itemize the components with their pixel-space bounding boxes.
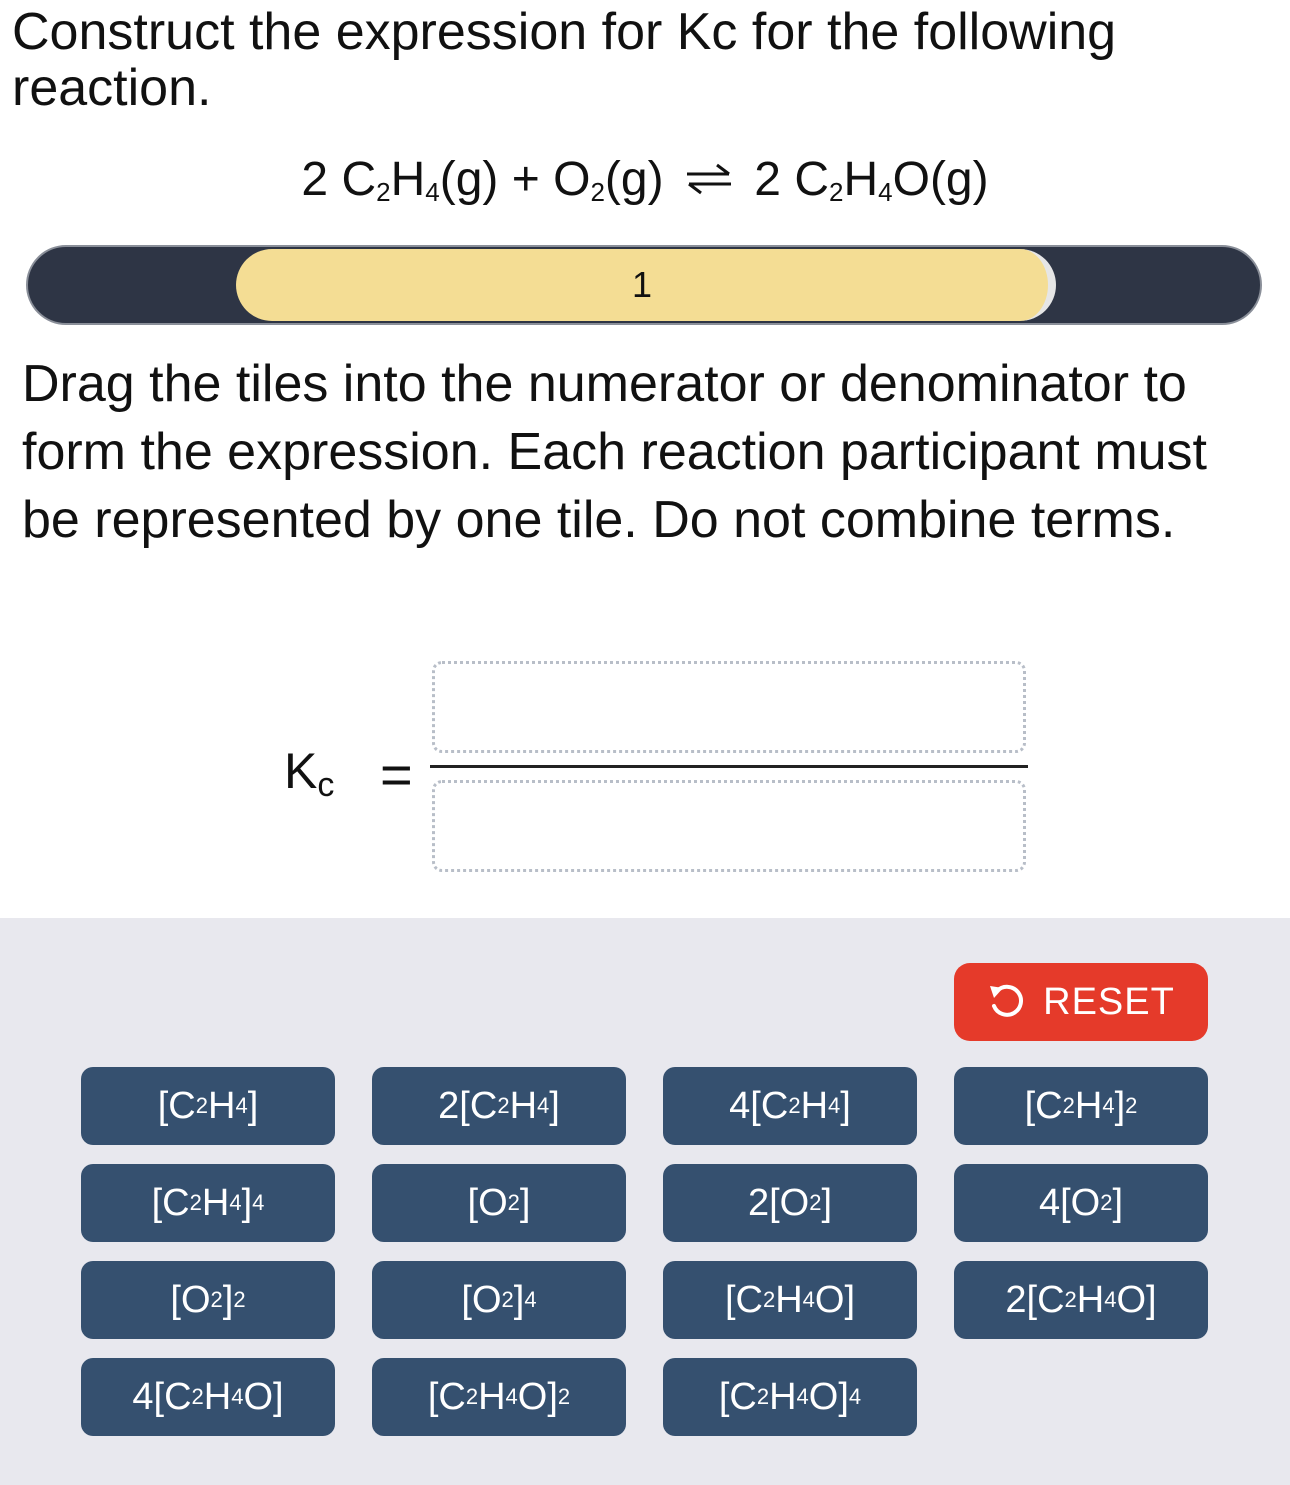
kc-label: $K_c$ bbox=[284, 743, 335, 804]
concentration-tile[interactable]: 4[C 2 H 4 ] bbox=[663, 1067, 917, 1145]
reactant-formula: $O_2(g)$ bbox=[553, 153, 664, 207]
instructions: Drag the tiles into the numerator or denominator to form the expression. Each reaction participant must be represented by one tile. Do not combine terms. bbox=[22, 355, 1208, 549]
current-step-indicator bbox=[236, 249, 1056, 321]
question-title: Construct the expression for Kc for the following reaction. bbox=[12, 3, 1117, 117]
concentration-tile[interactable]: [C 2 H 4 O] 4 bbox=[663, 1358, 917, 1436]
reactant-formula: $C_2H_4(g)$ bbox=[341, 153, 499, 207]
concentration-tile[interactable]: [O 2 ] 4 bbox=[372, 1261, 626, 1339]
denominator-drop-zone[interactable] bbox=[432, 780, 1026, 872]
concentration-tile[interactable]: 2[C 2 H 4 O] bbox=[954, 1261, 1208, 1339]
reaction-equation bbox=[0, 150, 1290, 222]
concentration-tile[interactable]: 4[C 2 H 4 O] bbox=[81, 1358, 335, 1436]
step-progress-bar bbox=[26, 245, 1262, 325]
product-formula: $C_2H_4O(g)$ bbox=[794, 153, 989, 207]
concentration-tile[interactable]: 2[C 2 H 4 ] bbox=[372, 1067, 626, 1145]
concentration-tile[interactable]: [C 2 H 4 O] 2 bbox=[372, 1358, 626, 1436]
coefficient: 2 bbox=[754, 153, 781, 206]
undo-arrow-icon bbox=[987, 982, 1027, 1022]
concentration-tile[interactable]: [C 2 H 4 ] 2 bbox=[954, 1067, 1208, 1145]
reset-button[interactable] bbox=[954, 963, 1208, 1041]
concentration-tile[interactable]: [O 2 ] 2 bbox=[81, 1261, 335, 1339]
fraction-bar bbox=[430, 765, 1028, 768]
reset-label: RESET bbox=[1043, 980, 1175, 1023]
plus-sign: + bbox=[511, 153, 540, 206]
step-number: 1 bbox=[631, 264, 653, 305]
concentration-tile[interactable]: [C 2 H 4 ] 4 bbox=[81, 1164, 335, 1242]
equilibrium-arrow-icon bbox=[683, 159, 735, 199]
concentration-tile[interactable]: [C 2 H 4 ] bbox=[81, 1067, 335, 1145]
concentration-tile[interactable]: [C 2 H 4 O] bbox=[663, 1261, 917, 1339]
coefficient: 2 bbox=[301, 153, 329, 206]
numerator-drop-zone[interactable] bbox=[432, 661, 1026, 753]
concentration-tile[interactable]: [O 2 ] bbox=[372, 1164, 626, 1242]
equals-sign: = bbox=[380, 743, 413, 806]
concentration-tile[interactable]: 2[O 2 ] bbox=[663, 1164, 917, 1242]
concentration-tile[interactable]: 4[O 2 ] bbox=[954, 1164, 1208, 1242]
